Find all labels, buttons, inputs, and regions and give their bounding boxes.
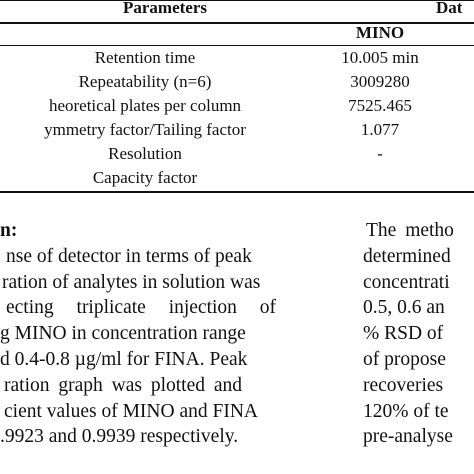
table-row-param: ymmetry factor/Tailing factor: [44, 120, 246, 139]
body-line: ration graph was plotted and: [4, 374, 243, 396]
body-line: of propose: [363, 348, 446, 370]
sub-header-mino: MINO: [355, 23, 405, 42]
body-line: determined: [363, 245, 451, 267]
table-row-param: Retention time: [94, 48, 196, 67]
table-row-param: heoretical plates per column: [48, 96, 242, 115]
section-heading: n:: [0, 220, 18, 241]
body-line: pre-analyse: [363, 426, 453, 448]
table-row-value: 1.077: [360, 120, 400, 139]
table-row-param: Repeatability (n=6): [78, 72, 212, 91]
table-row-value: 10.005 min: [341, 48, 419, 67]
table-row-value: 3009280: [350, 72, 410, 91]
table-row-value: 7525.465: [348, 96, 412, 115]
right-text-column: [358, 218, 474, 450]
table-row-param: Resolution: [108, 144, 182, 163]
body-line: concentrati: [363, 271, 450, 293]
header-data: Dat: [436, 0, 463, 17]
table-bottom-rule: [0, 191, 474, 193]
body-line: d 0.4-0.8 µg/ml for FINA. Peak: [0, 348, 248, 370]
body-line: nse of detector in terms of peak: [6, 245, 252, 267]
body-line: ration of analytes in solution was: [2, 271, 261, 293]
left-text-column: [0, 218, 332, 450]
body-line: 120% of te: [363, 400, 449, 422]
body-line: cient values of MINO and FINA: [4, 400, 258, 422]
body-line: ecting triplicate injection of: [6, 297, 277, 319]
table-row-value: -: [377, 144, 383, 163]
body-line: % RSD of: [363, 323, 444, 345]
header-parameters: Parameters: [122, 0, 207, 17]
body-line: The metho: [366, 220, 454, 241]
body-line: 0.5, 0.6 an: [363, 297, 445, 319]
table-row-param: Capacity factor: [92, 168, 198, 187]
body-line: g MINO in concentration range: [0, 323, 246, 345]
body-line: .9923 and 0.9939 respectively.: [0, 426, 239, 448]
body-line: recoveries: [363, 374, 444, 396]
